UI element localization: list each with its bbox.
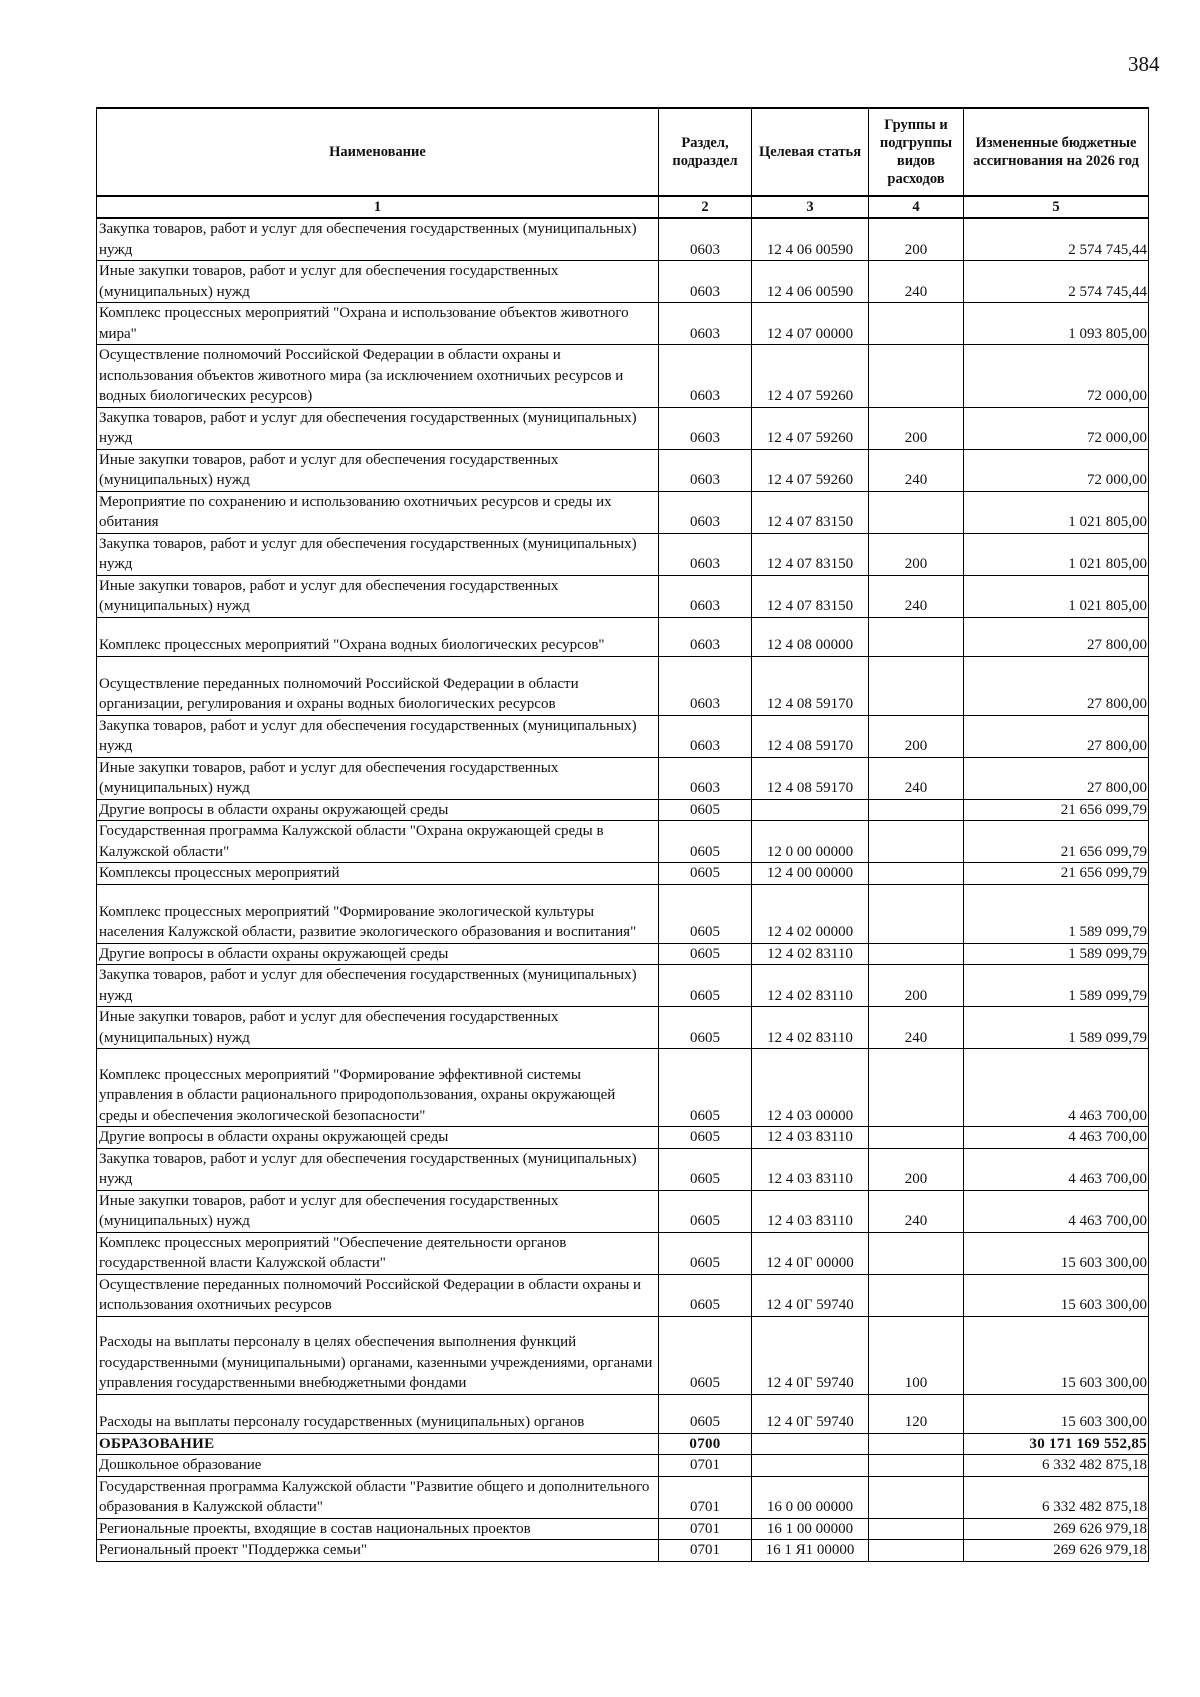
column-number: 4 <box>869 196 964 218</box>
row-amount-cell: 4 463 700,00 <box>964 1127 1149 1149</box>
row-amount-cell: 2 574 745,44 <box>964 261 1149 303</box>
row-name-cell: Расходы на выплаты персоналу в целях обеспечения выполнения функций государственными (муниципальными) органами, казенными учреждениями, органами управления государственными внебюджетными фондами <box>97 1316 659 1394</box>
row-name-cell: Иные закупки товаров, работ и услуг для обеспечения государственных (муниципальных) нужд <box>97 1007 659 1049</box>
row-section-cell: 0701 <box>659 1476 752 1518</box>
row-article-cell: 12 4 07 83150 <box>752 575 869 617</box>
table-row <box>97 821 1149 863</box>
header-amount: Измененные бюджетные ассигнования на 2026 год <box>964 108 1149 196</box>
table-row <box>97 1455 1149 1477</box>
row-article-cell: 12 4 0Г 59740 <box>752 1274 869 1316</box>
row-article-cell: 12 4 07 59260 <box>752 407 869 449</box>
row-group-cell: 200 <box>869 965 964 1007</box>
budget-table <box>96 107 1149 1562</box>
row-amount-cell: 1 589 099,79 <box>964 884 1149 943</box>
table-row <box>97 965 1149 1007</box>
row-section-cell: 0701 <box>659 1540 752 1562</box>
row-name-cell: Осуществление переданных полномочий Российской Федерации в области организации, регулирования и охраны водных биологических ресурсов <box>97 656 659 715</box>
table-row <box>97 449 1149 491</box>
row-article-cell: 12 4 07 59260 <box>752 345 869 408</box>
row-section-cell: 0605 <box>659 1274 752 1316</box>
row-article-cell: 12 4 03 83110 <box>752 1190 869 1232</box>
row-section-cell: 0605 <box>659 1232 752 1274</box>
row-amount-cell: 27 800,00 <box>964 656 1149 715</box>
row-section-cell: 0603 <box>659 491 752 533</box>
row-name-cell: Комплекс процессных мероприятий "Обеспечение деятельности органов государственной власти Калужской области" <box>97 1232 659 1274</box>
row-name-cell: Комплекс процессных мероприятий "Формирование экологической культуры населения Калужской области, развитие экологического образования и воспитания" <box>97 884 659 943</box>
row-section-cell: 0605 <box>659 1316 752 1394</box>
row-section-cell: 0603 <box>659 656 752 715</box>
row-group-cell: 100 <box>869 1316 964 1394</box>
table-row <box>97 884 1149 943</box>
row-amount-cell: 1 589 099,79 <box>964 943 1149 965</box>
row-group-cell <box>869 821 964 863</box>
row-name-cell: Закупка товаров, работ и услуг для обеспечения государственных (муниципальных) нужд <box>97 533 659 575</box>
row-section-cell: 0605 <box>659 863 752 885</box>
row-group-cell <box>869 1476 964 1518</box>
row-name-cell: Иные закупки товаров, работ и услуг для обеспечения государственных (муниципальных) нужд <box>97 757 659 799</box>
table-row <box>97 1316 1149 1394</box>
row-amount-cell: 1 021 805,00 <box>964 491 1149 533</box>
row-article-cell: 16 1 00 00000 <box>752 1518 869 1540</box>
row-name-cell: Дошкольное образование <box>97 1455 659 1477</box>
row-amount-cell: 27 800,00 <box>964 617 1149 656</box>
table-row <box>97 1433 1149 1455</box>
table-row <box>97 863 1149 885</box>
table-row <box>97 1476 1149 1518</box>
row-amount-cell: 269 626 979,18 <box>964 1518 1149 1540</box>
row-section-cell: 0605 <box>659 821 752 863</box>
row-article-cell: 12 4 0Г 59740 <box>752 1316 869 1394</box>
row-group-cell: 200 <box>869 715 964 757</box>
row-amount-cell: 269 626 979,18 <box>964 1540 1149 1562</box>
table-row <box>97 261 1149 303</box>
row-section-cell: 0603 <box>659 345 752 408</box>
row-section-cell: 0605 <box>659 1049 752 1127</box>
row-amount-cell: 30 171 169 552,85 <box>964 1433 1149 1455</box>
row-article-cell: 12 4 07 00000 <box>752 303 869 345</box>
row-section-cell: 0605 <box>659 965 752 1007</box>
row-amount-cell: 72 000,00 <box>964 345 1149 408</box>
row-article-cell: 12 4 08 59170 <box>752 656 869 715</box>
row-article-cell: 16 1 Я1 00000 <box>752 1540 869 1562</box>
row-group-cell <box>869 884 964 943</box>
row-section-cell: 0605 <box>659 943 752 965</box>
row-article-cell: 12 4 07 83150 <box>752 491 869 533</box>
row-group-cell <box>869 799 964 821</box>
table-row <box>97 1540 1149 1562</box>
row-article-cell: 12 4 03 83110 <box>752 1127 869 1149</box>
table-row <box>97 799 1149 821</box>
row-name-cell: Закупка товаров, работ и услуг для обеспечения государственных (муниципальных) нужд <box>97 1148 659 1190</box>
row-group-cell <box>869 617 964 656</box>
row-group-cell: 240 <box>869 575 964 617</box>
row-group-cell <box>869 1274 964 1316</box>
row-section-cell: 0603 <box>659 617 752 656</box>
row-section-cell: 0603 <box>659 575 752 617</box>
row-group-cell <box>869 863 964 885</box>
table-row <box>97 656 1149 715</box>
table-row <box>97 575 1149 617</box>
table-row <box>97 1394 1149 1433</box>
row-group-cell <box>869 1455 964 1477</box>
row-group-cell: 200 <box>869 1148 964 1190</box>
row-article-cell: 12 4 02 83110 <box>752 943 869 965</box>
row-amount-cell: 6 332 482 875,18 <box>964 1455 1149 1477</box>
row-article-cell: 12 4 0Г 59740 <box>752 1394 869 1433</box>
row-section-cell: 0603 <box>659 715 752 757</box>
row-section-cell: 0605 <box>659 1394 752 1433</box>
row-amount-cell: 4 463 700,00 <box>964 1190 1149 1232</box>
header-section: Раздел, подраздел <box>659 108 752 196</box>
row-name-cell: Расходы на выплаты персоналу государственных (муниципальных) органов <box>97 1394 659 1433</box>
row-name-cell: Комплекс процессных мероприятий "Охрана водных биологических ресурсов" <box>97 617 659 656</box>
table-row <box>97 1274 1149 1316</box>
row-section-cell: 0605 <box>659 1148 752 1190</box>
row-group-cell <box>869 1433 964 1455</box>
row-section-cell: 0605 <box>659 1190 752 1232</box>
header-name: Наименование <box>97 108 659 196</box>
row-name-cell: Комплекс процессных мероприятий "Охрана и использование объектов животного мира" <box>97 303 659 345</box>
table-row <box>97 943 1149 965</box>
row-group-cell: 240 <box>869 1007 964 1049</box>
row-section-cell: 0605 <box>659 884 752 943</box>
row-amount-cell: 1 021 805,00 <box>964 575 1149 617</box>
row-amount-cell: 6 332 482 875,18 <box>964 1476 1149 1518</box>
page-number: 384 <box>1128 52 1160 76</box>
row-name-cell: Мероприятие по сохранению и использованию охотничьих ресурсов и среды их обитания <box>97 491 659 533</box>
column-number-row <box>97 196 1149 218</box>
row-section-cell: 0603 <box>659 303 752 345</box>
column-number: 2 <box>659 196 752 218</box>
row-name-cell: Иные закупки товаров, работ и услуг для обеспечения государственных (муниципальных) нужд <box>97 1190 659 1232</box>
row-article-cell: 12 4 06 00590 <box>752 218 869 261</box>
table-row <box>97 491 1149 533</box>
row-article-cell: 12 4 02 83110 <box>752 965 869 1007</box>
row-group-cell <box>869 303 964 345</box>
row-name-cell: Закупка товаров, работ и услуг для обеспечения государственных (муниципальных) нужд <box>97 218 659 261</box>
row-section-cell: 0605 <box>659 799 752 821</box>
row-amount-cell: 4 463 700,00 <box>964 1148 1149 1190</box>
row-name-cell: Закупка товаров, работ и услуг для обеспечения государственных (муниципальных) нужд <box>97 407 659 449</box>
row-section-cell: 0605 <box>659 1127 752 1149</box>
row-name-cell: Региональные проекты, входящие в состав национальных проектов <box>97 1518 659 1540</box>
table-row <box>97 617 1149 656</box>
row-group-cell <box>869 1540 964 1562</box>
row-article-cell: 12 4 08 59170 <box>752 715 869 757</box>
row-group-cell: 200 <box>869 218 964 261</box>
row-article-cell <box>752 1455 869 1477</box>
row-group-cell <box>869 1049 964 1127</box>
row-name-cell: Региональный проект "Поддержка семьи" <box>97 1540 659 1562</box>
table-row <box>97 303 1149 345</box>
row-name-cell: ОБРАЗОВАНИЕ <box>97 1433 659 1455</box>
column-number: 5 <box>964 196 1149 218</box>
column-number: 3 <box>752 196 869 218</box>
row-section-cell: 0603 <box>659 757 752 799</box>
row-group-cell: 240 <box>869 1190 964 1232</box>
row-section-cell: 0603 <box>659 449 752 491</box>
row-article-cell: 12 4 07 59260 <box>752 449 869 491</box>
row-section-cell: 0603 <box>659 407 752 449</box>
row-group-cell: 200 <box>869 533 964 575</box>
row-amount-cell: 15 603 300,00 <box>964 1394 1149 1433</box>
row-amount-cell: 1 589 099,79 <box>964 1007 1149 1049</box>
row-amount-cell: 15 603 300,00 <box>964 1274 1149 1316</box>
column-number: 1 <box>97 196 659 218</box>
row-section-cell: 0605 <box>659 1007 752 1049</box>
row-article-cell: 12 4 00 00000 <box>752 863 869 885</box>
row-section-cell: 0603 <box>659 261 752 303</box>
table-body <box>97 218 1149 1561</box>
row-name-cell: Комплексы процессных мероприятий <box>97 863 659 885</box>
row-name-cell: Иные закупки товаров, работ и услуг для обеспечения государственных (муниципальных) нужд <box>97 575 659 617</box>
row-amount-cell: 1 021 805,00 <box>964 533 1149 575</box>
table-row <box>97 1007 1149 1049</box>
table-row <box>97 1190 1149 1232</box>
row-amount-cell: 21 656 099,79 <box>964 863 1149 885</box>
table-row <box>97 345 1149 408</box>
table-row <box>97 1148 1149 1190</box>
row-name-cell: Комплекс процессных мероприятий "Формирование эффективной системы управления в области рационального природопользования, охраны окружающей среды и обеспечения экологической безопасности" <box>97 1049 659 1127</box>
row-group-cell <box>869 656 964 715</box>
row-article-cell: 12 4 08 00000 <box>752 617 869 656</box>
header-article: Целевая статья <box>752 108 869 196</box>
row-section-cell: 0603 <box>659 218 752 261</box>
row-amount-cell: 21 656 099,79 <box>964 821 1149 863</box>
row-group-cell: 240 <box>869 261 964 303</box>
row-section-cell: 0701 <box>659 1455 752 1477</box>
header-groups: Группы и подгруппы видов расходов <box>869 108 964 196</box>
row-article-cell: 12 4 03 00000 <box>752 1049 869 1127</box>
row-amount-cell: 1 589 099,79 <box>964 965 1149 1007</box>
row-article-cell: 12 4 08 59170 <box>752 757 869 799</box>
row-article-cell: 16 0 00 00000 <box>752 1476 869 1518</box>
row-amount-cell: 27 800,00 <box>964 715 1149 757</box>
row-section-cell: 0700 <box>659 1433 752 1455</box>
row-section-cell: 0701 <box>659 1518 752 1540</box>
row-name-cell: Другие вопросы в области охраны окружающей среды <box>97 1127 659 1149</box>
row-amount-cell: 72 000,00 <box>964 449 1149 491</box>
row-article-cell: 12 4 07 83150 <box>752 533 869 575</box>
row-amount-cell: 1 093 805,00 <box>964 303 1149 345</box>
table-row <box>97 1127 1149 1149</box>
table-row <box>97 1049 1149 1127</box>
row-name-cell: Другие вопросы в области охраны окружающей среды <box>97 799 659 821</box>
row-name-cell: Иные закупки товаров, работ и услуг для обеспечения государственных (муниципальных) нужд <box>97 261 659 303</box>
row-group-cell: 200 <box>869 407 964 449</box>
row-group-cell <box>869 491 964 533</box>
row-article-cell <box>752 799 869 821</box>
row-section-cell: 0603 <box>659 533 752 575</box>
row-name-cell: Другие вопросы в области охраны окружающей среды <box>97 943 659 965</box>
row-name-cell: Иные закупки товаров, работ и услуг для обеспечения государственных (муниципальных) нужд <box>97 449 659 491</box>
row-article-cell: 12 4 03 83110 <box>752 1148 869 1190</box>
row-name-cell: Осуществление переданных полномочий Российской Федерации в области охраны и использования охотничьих ресурсов <box>97 1274 659 1316</box>
table-row <box>97 407 1149 449</box>
row-article-cell: 12 0 00 00000 <box>752 821 869 863</box>
table-row <box>97 218 1149 261</box>
table-row <box>97 533 1149 575</box>
row-amount-cell: 72 000,00 <box>964 407 1149 449</box>
table-header-row <box>97 108 1149 196</box>
row-article-cell: 12 4 06 00590 <box>752 261 869 303</box>
row-amount-cell: 15 603 300,00 <box>964 1232 1149 1274</box>
row-group-cell <box>869 1127 964 1149</box>
row-amount-cell: 21 656 099,79 <box>964 799 1149 821</box>
row-amount-cell: 2 574 745,44 <box>964 218 1149 261</box>
row-group-cell: 120 <box>869 1394 964 1433</box>
row-article-cell: 12 4 02 00000 <box>752 884 869 943</box>
row-article-cell: 12 4 02 83110 <box>752 1007 869 1049</box>
row-name-cell: Государственная программа Калужской области "Развитие общего и дополнительного образования в Калужской области" <box>97 1476 659 1518</box>
table-row <box>97 1232 1149 1274</box>
row-group-cell: 240 <box>869 449 964 491</box>
row-group-cell: 240 <box>869 757 964 799</box>
row-group-cell <box>869 943 964 965</box>
row-name-cell: Осуществление полномочий Российской Федерации в области охраны и использования объектов животного мира (за исключением охотничьих ресурсов и водных биологических ресурсов) <box>97 345 659 408</box>
row-name-cell: Закупка товаров, работ и услуг для обеспечения государственных (муниципальных) нужд <box>97 715 659 757</box>
row-group-cell <box>869 345 964 408</box>
row-amount-cell: 15 603 300,00 <box>964 1316 1149 1394</box>
row-amount-cell: 27 800,00 <box>964 757 1149 799</box>
table-row <box>97 757 1149 799</box>
row-name-cell: Закупка товаров, работ и услуг для обеспечения государственных (муниципальных) нужд <box>97 965 659 1007</box>
table-row <box>97 715 1149 757</box>
row-amount-cell: 4 463 700,00 <box>964 1049 1149 1127</box>
row-article-cell <box>752 1433 869 1455</box>
table-row <box>97 1518 1149 1540</box>
row-name-cell: Государственная программа Калужской области "Охрана окружающей среды в Калужской области" <box>97 821 659 863</box>
row-group-cell <box>869 1232 964 1274</box>
row-article-cell: 12 4 0Г 00000 <box>752 1232 869 1274</box>
row-group-cell <box>869 1518 964 1540</box>
